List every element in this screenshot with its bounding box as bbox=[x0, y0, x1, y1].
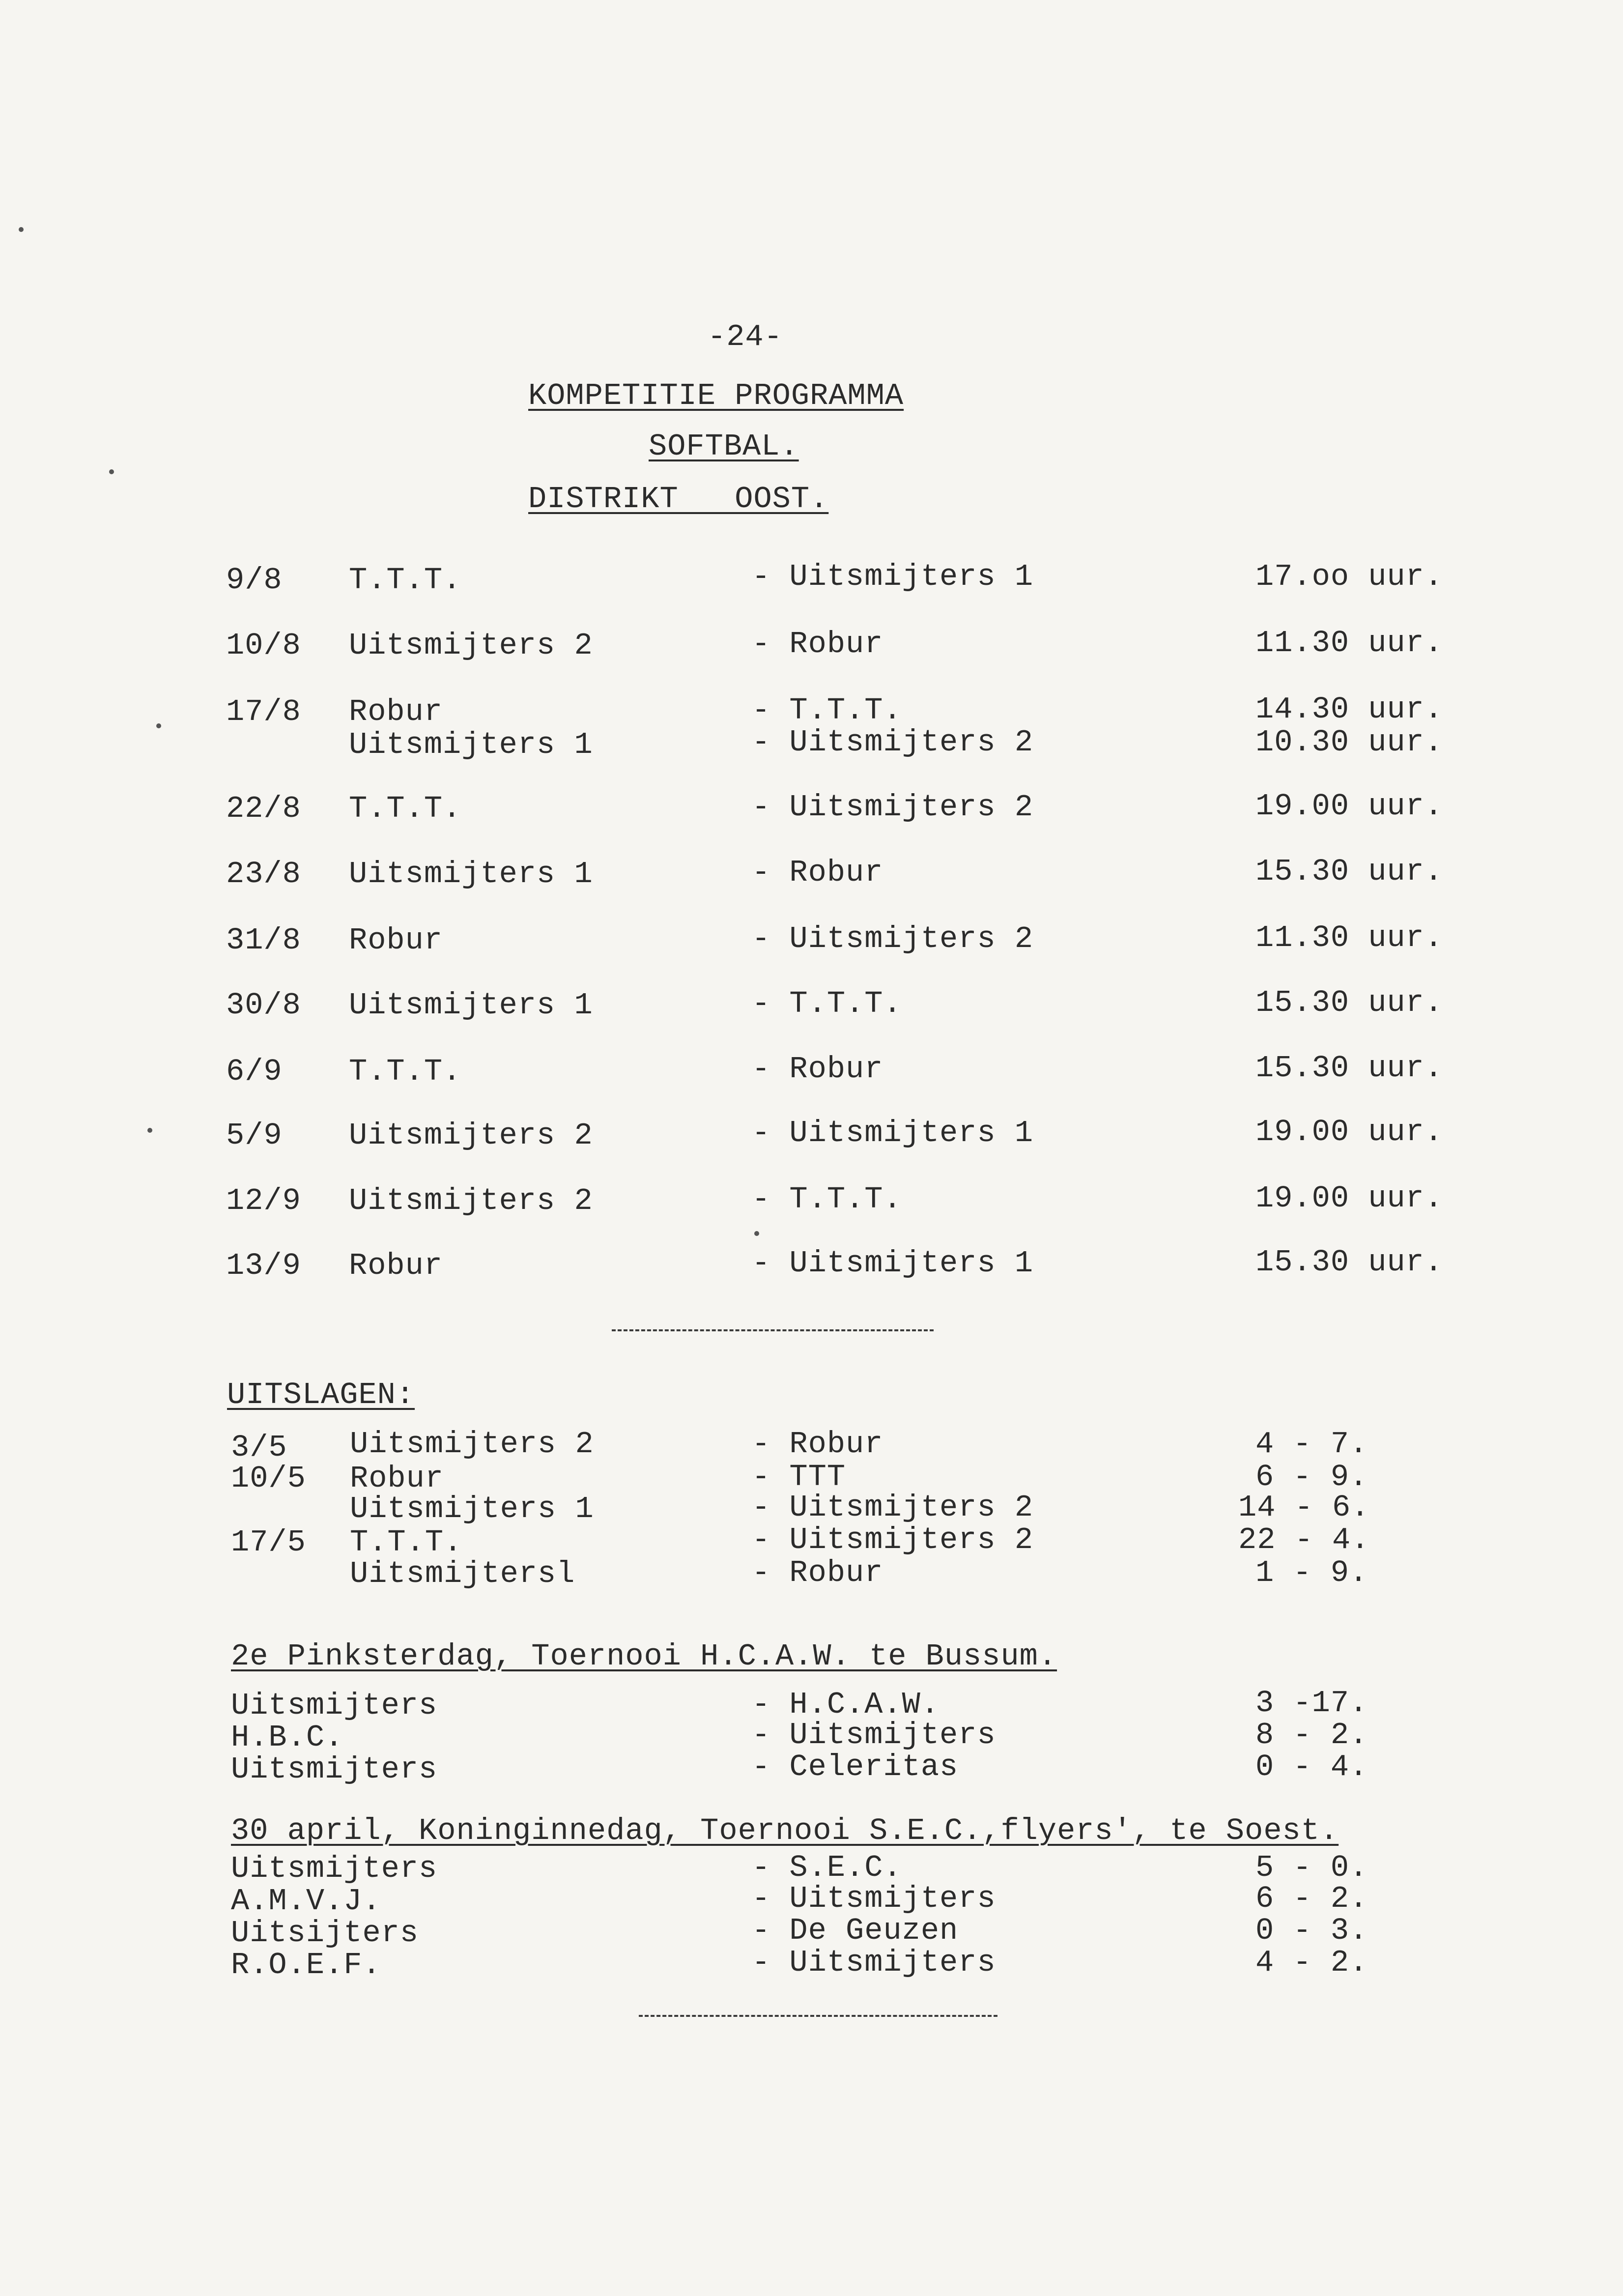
result-date: 3/5 bbox=[231, 1430, 287, 1465]
result-home: Robur bbox=[350, 1461, 444, 1496]
schedule-away: - T.T.T. bbox=[752, 986, 902, 1021]
pinkster-score: 0 - 4. bbox=[1255, 1750, 1368, 1784]
results-heading: UITSLAGEN: bbox=[227, 1378, 415, 1412]
schedule-home: Uitsmijters 2 bbox=[349, 1183, 593, 1218]
result-date: 17/5 bbox=[231, 1525, 306, 1560]
schedule-home: Robur bbox=[349, 694, 443, 729]
schedule-time: 19.00 uur. bbox=[1255, 1181, 1444, 1216]
schedule-home: Uitsmijters 2 bbox=[349, 1118, 593, 1153]
koninginnedag-away: - De Geuzen bbox=[752, 1913, 959, 1948]
scan-speck bbox=[109, 469, 114, 474]
schedule-away: - Robur bbox=[752, 855, 883, 890]
schedule-home: Uitsmijters 2 bbox=[349, 628, 593, 663]
result-home: Uitsmijtersl bbox=[350, 1556, 575, 1591]
divider-rule-bottom bbox=[639, 2015, 997, 2017]
schedule-away: - Uitsmijters 1 bbox=[752, 1116, 1034, 1150]
result-home: T.T.T. bbox=[350, 1525, 463, 1560]
schedule-date: 17/8 bbox=[226, 694, 301, 729]
schedule-away: - Uitsmijters 1 bbox=[752, 1246, 1034, 1281]
schedule-home: Robur bbox=[349, 1248, 443, 1283]
result-away: - Robur bbox=[752, 1555, 883, 1590]
pinkster-home: Uitsmijters bbox=[231, 1688, 438, 1723]
schedule-away: - Uitsmijters 1 bbox=[752, 559, 1034, 594]
koninginnedag-score: 0 - 3. bbox=[1255, 1913, 1368, 1948]
result-away: - Uitsmijters 2 bbox=[752, 1490, 1034, 1525]
schedule-time: 17.oo uur. bbox=[1255, 559, 1444, 594]
pinkster-away: - H.C.A.W. bbox=[752, 1687, 940, 1722]
result-home: Uitsmijters 2 bbox=[350, 1427, 594, 1462]
schedule-time: 15.30 uur. bbox=[1255, 985, 1444, 1020]
page-number: -24- bbox=[708, 319, 783, 354]
schedule-home: Uitsmijters 1 bbox=[349, 857, 593, 891]
schedule-time: 15.30 uur. bbox=[1255, 1051, 1444, 1086]
schedule-time: 10.30 uur. bbox=[1255, 725, 1444, 760]
koninginnedag-home: Uitsijters bbox=[231, 1916, 419, 1951]
schedule-away: - T.T.T. bbox=[752, 693, 902, 728]
schedule-home: Uitsmijters 1 bbox=[349, 727, 593, 762]
pinkster-away: - Uitsmijters bbox=[752, 1718, 996, 1752]
koninginnedag-home: Uitsmijters bbox=[231, 1851, 438, 1886]
schedule-time: 19.00 uur. bbox=[1255, 1115, 1444, 1149]
koninginnedag-away: - S.E.C. bbox=[752, 1850, 902, 1885]
title-line-3: DISTRIKT OOST. bbox=[528, 482, 829, 517]
schedule-time: 15.30 uur. bbox=[1255, 1245, 1444, 1280]
schedule-date: 12/9 bbox=[226, 1183, 301, 1218]
pinkster-heading: 2e Pinksterdag, Toernooi H.C.A.W. te Bussum. bbox=[231, 1639, 1057, 1674]
schedule-date: 5/9 bbox=[226, 1118, 283, 1153]
pinkster-score: 8 - 2. bbox=[1255, 1718, 1368, 1752]
scan-speck bbox=[19, 227, 24, 232]
result-date: 10/5 bbox=[231, 1461, 306, 1496]
schedule-date: 13/9 bbox=[226, 1248, 301, 1283]
schedule-home: T.T.T. bbox=[349, 1054, 462, 1089]
pinkster-away: - Celeritas bbox=[752, 1750, 959, 1784]
koninginnedag-score: 5 - 0. bbox=[1255, 1850, 1368, 1885]
result-home: Uitsmijters 1 bbox=[350, 1492, 594, 1526]
koninginnedag-away: - Uitsmijters bbox=[752, 1881, 996, 1916]
schedule-home: Uitsmijters 1 bbox=[349, 988, 593, 1023]
schedule-away: - Uitsmijters 2 bbox=[752, 921, 1034, 956]
schedule-date: 10/8 bbox=[226, 628, 301, 663]
result-away: - Uitsmijters 2 bbox=[752, 1522, 1034, 1557]
schedule-time: 11.30 uur. bbox=[1255, 626, 1444, 660]
schedule-date: 6/9 bbox=[226, 1054, 283, 1089]
koninginnedag-heading: 30 april, Koninginnedag, Toernooi S.E.C.,flyers', te Soest. bbox=[231, 1813, 1339, 1848]
schedule-home: Robur bbox=[349, 923, 443, 958]
result-score: 6 - 9. bbox=[1255, 1460, 1368, 1494]
schedule-away: - Robur bbox=[752, 1052, 883, 1087]
divider-rule bbox=[612, 1329, 934, 1331]
schedule-date: 9/8 bbox=[226, 563, 283, 598]
koninginnedag-away: - Uitsmijters bbox=[752, 1945, 996, 1980]
title-line-1: KOMPETITIE PROGRAMMA bbox=[528, 378, 904, 413]
scan-speck bbox=[147, 1128, 152, 1133]
schedule-date: 23/8 bbox=[226, 857, 301, 891]
schedule-home: T.T.T. bbox=[349, 791, 462, 826]
result-score: 4 - 7. bbox=[1255, 1427, 1368, 1462]
schedule-time: 14.30 uur. bbox=[1255, 692, 1444, 727]
result-score: 1 - 9. bbox=[1255, 1555, 1368, 1590]
result-away: - TTT bbox=[752, 1460, 846, 1494]
pinkster-home: Uitsmijters bbox=[231, 1752, 438, 1787]
schedule-time: 11.30 uur. bbox=[1255, 920, 1444, 955]
schedule-date: 31/8 bbox=[226, 923, 301, 958]
schedule-time: 19.00 uur. bbox=[1255, 789, 1444, 824]
scan-speck bbox=[754, 1231, 759, 1236]
schedule-away: - Robur bbox=[752, 627, 883, 661]
schedule-time: 15.30 uur. bbox=[1255, 854, 1444, 889]
koninginnedag-score: 6 - 2. bbox=[1255, 1881, 1368, 1916]
result-away: - Robur bbox=[752, 1427, 883, 1462]
schedule-date: 22/8 bbox=[226, 791, 301, 826]
schedule-away: - Uitsmijters 2 bbox=[752, 725, 1034, 760]
schedule-away: - T.T.T. bbox=[752, 1182, 902, 1217]
title-line-2: SOFTBAL. bbox=[649, 429, 799, 464]
koninginnedag-score: 4 - 2. bbox=[1255, 1945, 1368, 1980]
result-score: 14 - 6. bbox=[1238, 1490, 1370, 1525]
koninginnedag-home: A.M.V.J. bbox=[231, 1884, 381, 1919]
pinkster-score: 3 -17. bbox=[1255, 1686, 1368, 1721]
result-score: 22 - 4. bbox=[1238, 1522, 1370, 1557]
schedule-date: 30/8 bbox=[226, 988, 301, 1023]
scan-speck bbox=[156, 723, 161, 728]
schedule-home: T.T.T. bbox=[349, 563, 462, 598]
schedule-away: - Uitsmijters 2 bbox=[752, 790, 1034, 825]
koninginnedag-home: R.O.E.F. bbox=[231, 1948, 381, 1982]
pinkster-home: H.B.C. bbox=[231, 1720, 344, 1755]
